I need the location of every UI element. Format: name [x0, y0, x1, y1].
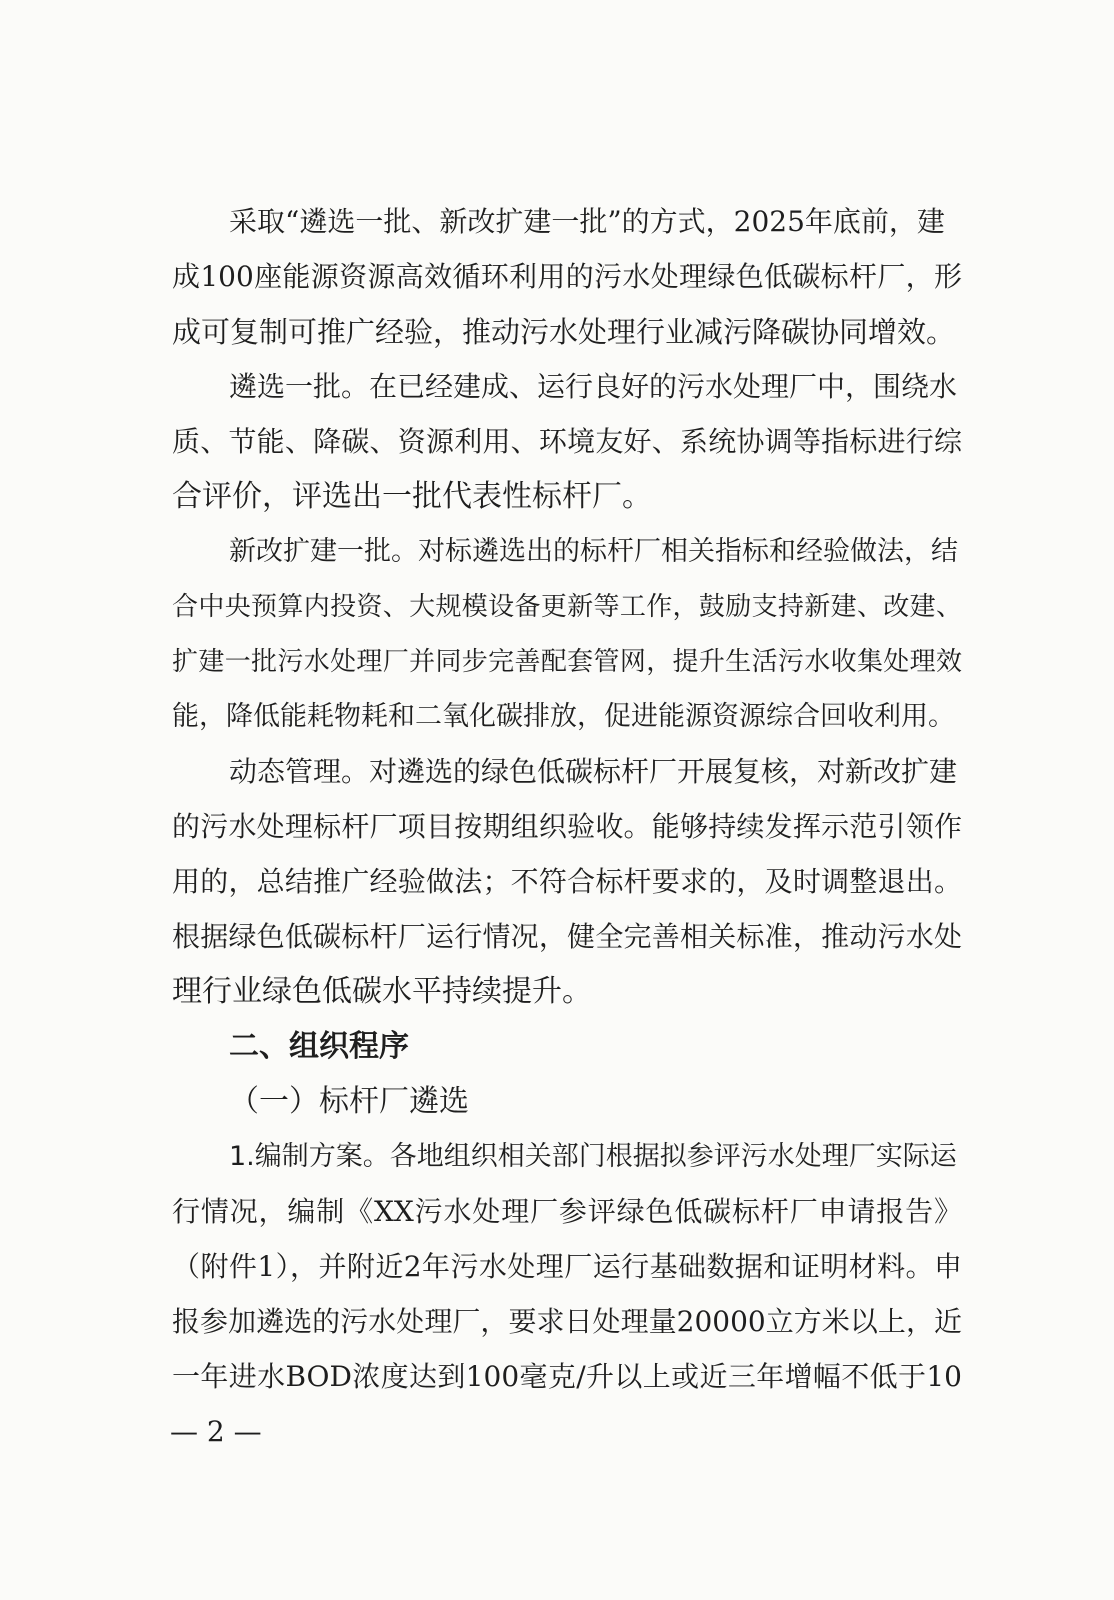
text-line: 扩建一批污水处理厂并同步完善配套管网，提升生活污水收集处理效 — [172, 647, 962, 677]
paragraph-lead: 新改扩建一批。对标遴选出的标杆厂相关指标和经验做法，结 — [229, 536, 958, 567]
text-line: 的污水处理标杆厂项目按期组织验收。能够持续发挥示范引领作 — [172, 810, 962, 843]
paragraph-lead: 遴选一批。在已经建成、运行良好的污水处理厂中，围绕水 — [229, 370, 958, 403]
lead-term: 1.编制方案 — [229, 1141, 363, 1172]
paragraph-lead: 动态管理。对遴选的绿色低碳标杆厂开展复核，对新改扩建 — [229, 755, 958, 788]
paragraph-lead: 1.编制方案。各地组织相关部门根据拟参评污水处理厂实际运 — [229, 1141, 957, 1172]
lead-term: 新改扩建一批 — [229, 536, 391, 567]
text-line: （附件1），并附近2年污水处理厂运行基础数据和证明材料。申 — [172, 1250, 962, 1283]
text-line: 行情况，编制《XX污水处理厂参评绿色低碳标杆厂申请报告》 — [172, 1195, 962, 1228]
text-line: 成100座能源资源高效循环利用的污水处理绿色低碳标杆厂，形 — [172, 260, 962, 293]
text-line: 一年进水BOD浓度达到100毫克/升以上或近三年增幅不低于10 — [172, 1360, 962, 1393]
text-line: 质、节能、降碳、资源利用、环境友好、系统协调等指标进行综 — [172, 425, 962, 458]
lead-term: 遴选一批 — [229, 370, 342, 403]
text-line: 根据绿色低碳标杆厂运行情况，健全完善相关标准，推动污水处 — [172, 920, 962, 953]
text-line: 成可复制可推广经验，推动污水处理行业减污降碳协同增效。 — [172, 315, 956, 349]
text-line: 能，降低能耗物耗和二氧化碳排放，促进能源资源综合回收利用。 — [172, 701, 955, 732]
subsection-heading: （一）标杆厂遴选 — [229, 1084, 469, 1119]
lead-term: 动态管理 — [229, 755, 342, 788]
text-line: 合评价，评选出一批代表性标杆厂。 — [172, 479, 652, 514]
text-line: 用的，总结推广经验做法；不符合标杆要求的，及时调整退出。 — [172, 865, 962, 898]
text-line: 报参加遴选的污水处理厂，要求日处理量20000立方米以上，近 — [172, 1305, 962, 1338]
section-heading: 二、组织程序 — [229, 1029, 409, 1064]
page-number: — 2 — — [170, 1415, 262, 1448]
text-line: 理行业绿色低碳水平持续提升。 — [172, 974, 592, 1009]
text-line: 合中央预算内投资、大规模设备更新等工作，鼓励支持新建、改建、 — [172, 592, 962, 622]
text-line: 采取“遴选一批、新改扩建一批”的方式，2025年底前，建 — [229, 205, 945, 238]
